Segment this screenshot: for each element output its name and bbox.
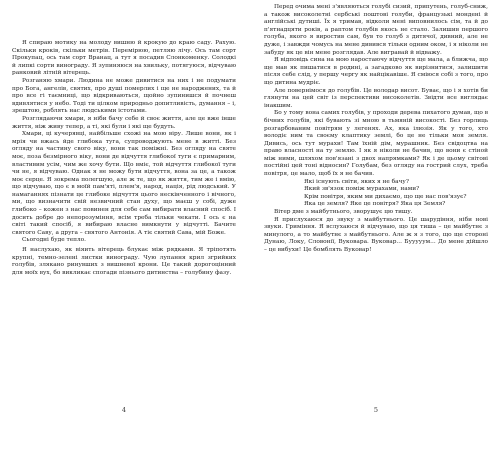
verse-line: Крім повітря, яким ми дихаємо, що ще нас пов'язує? bbox=[304, 193, 467, 200]
paragraph: Я прислухаюся до звуку з майбутнього. Це шарудіння, ніби нові звуки. Гриміння. Я вслухаюся й відчуваю, що ця тиша – це майбутнє з минулого, а то майбутнє з майбутнього. Але ж я з того, що ще стороні Дунаю, Локу, Словонії, Вуковара. Вуковар... Бууууум... До мене дійшло – це вибухи! Це бомблять Вуковар! bbox=[264, 216, 488, 253]
left-page bbox=[12, 0, 236, 450]
verse-line: Яка це земля? Яке це повітря? Яка ця Земля? bbox=[304, 201, 446, 208]
paragraph: Вітер дме з майбутнього, зворушує цю тишу. bbox=[274, 209, 413, 216]
page-number: 5 bbox=[373, 406, 379, 414]
paragraph: Розганяю хмари. Людина не може дивитися на них і не подумати про Бога, ангелів, святих, про душі померлих і ще не народжених, та й про все гі таємниці, що відкриваються, щойно зупинишся й почнеш вдивлятися у небо. Тоді ти цілком природньо допитливість, думання – і, зрештою, роблять нас людськими істотами. bbox=[12, 77, 236, 115]
left-page-text bbox=[12, 40, 236, 277]
paragraph: Розглядаючи хмари, я ніби бачу себе й своє життя, але це вже інше життя, ніж живу тепер, а ті, які були і які ще будуть. bbox=[12, 115, 236, 130]
paragraph: Бо у тому вона самих голубів, у проходи дерева пихатого думав, що в бічних голубів, які бувають зі мною в тьмяній високості. Без горлиць розгарбованим повітрям у легенях. Ах, яка ілюзія. Як у того, хто володіє ним та своєму клаптику землі, бо це не тільки моя земля. Дивись, ось тут мурахи! Там їхній дім, мурашник. Без свідоцтва на право власності на ту землю. І як я ніколи не бачив, що вони є стіной між ними, шляхом пов'язані з двох напрямками? Як і де цьому світові постійні цей тоні відносин? Голубам, без огляду на гострий слух, треба повітря, це мало, щоб їх я не бачив. bbox=[264, 110, 488, 178]
right-page-text bbox=[264, 4, 488, 255]
right-page bbox=[264, 0, 488, 450]
verse-line: Який зв'язок поміж мурахами, нами? bbox=[304, 186, 420, 193]
paragraph: Але повернімося до голубів. Це володар висот. Буває, що і я хотів би глянути на цей світ із перспективи високолетів. Звідти все виглядає інакшим. bbox=[264, 87, 488, 109]
paragraph: Я відповідь сина на мою наростаючу відчуття ще мала, а ближча, що ще мав як пишатися в родині, а загадково як вирізнитися, залишити після себе слід, у першу чергу як найцікавіше. Я сміюся собі з того, про що дитина мудріє. bbox=[264, 57, 488, 86]
verse-line: Які існують світи, яких я не бачу? bbox=[304, 178, 409, 185]
paragraph: Я наслухаю, як віяить вітерець блукає між рядками. Я тріпотять крупні, темно-зелені листки винограду. Чую лупання крил згрийких голубів, злякано ринувших з вишневої крони. Це такий дорогоцінний для моїх вух, бо викликає спогади пізнього дитинства – голубину фазу. bbox=[12, 247, 236, 276]
paragraph: Я спираю мотику на молоду вишню й крокую до краю саду. Рахую. Скільки кроків, скільки метрів. Перемірюю, петляю лічу. Ось там сорт Прокупац, ось там сорт Вранац, а тут я посадив Слонкоменку. Солодкі й липкі сорти винограду. Я зупиняюся на хвильку, потягуюся, відчуваю ранковий літній вітерець. bbox=[12, 40, 236, 77]
paragraph: Сьогодні буде тепло. bbox=[22, 237, 86, 244]
paragraph: Хмари, ці кучерявці, найбільше схожі на мою віру. Лише вони, як і мрія чи вжась йде глибока туга, супроводжують мене в житті. Без огляду на частину свого віку, вони так поміжні. Без огляду на святе моє, поза безмірного віку, вони де відчуття глибокої туги є примарним, властивим усім, чим же хочу бути. Що вміє, той відчуття глибокої туги чи не, я відчуваю. Однак я не можу бути відчуття, вона за це, а також моє серце. Я зокрема полегшую, але ж те, що як життя, тим же і вмію, що відчуваю, що є в моїй пам'яті, плем'я, народ, нація, рід людський. У намаганнях пізнати це глибоке відчуття цього нескінченного і вічного, ми, що визначити свій незвичний стан духу, що маєш у собі, дуже глибоко – кожен з нас повинен для себе сам вибирати власний спосіб. І досить добре до непорозуміння, всім треба тільки чекати. І ось є на світі такий спосіб, я вибираю власне вимкнути у відчутті. Бачите святого Саву, а друга – святого Антонія. А тіє святий Сава, мій Боже. bbox=[12, 131, 236, 236]
page-number: 4 bbox=[121, 406, 127, 414]
paragraph: Перед очима мені з'являються голубі сизий, припутень, голуб-сниж, а також високолетні сербські поштові голуби, французькі мондені й англійські дутиші. Їх я тримав, відколи мені виповнилось сім, та й до п'ятнадцяти років, а раптом голубів якось не стало. Залишив першого голуба, якого я виростив сам, був то голуб з дитячої, дивний, але не дуже, і завжди чомусь на мене дивився тільки одним оком, і я ніколи не забуду як це він мене розглядав. Але вигравай й відважу. bbox=[264, 4, 488, 56]
